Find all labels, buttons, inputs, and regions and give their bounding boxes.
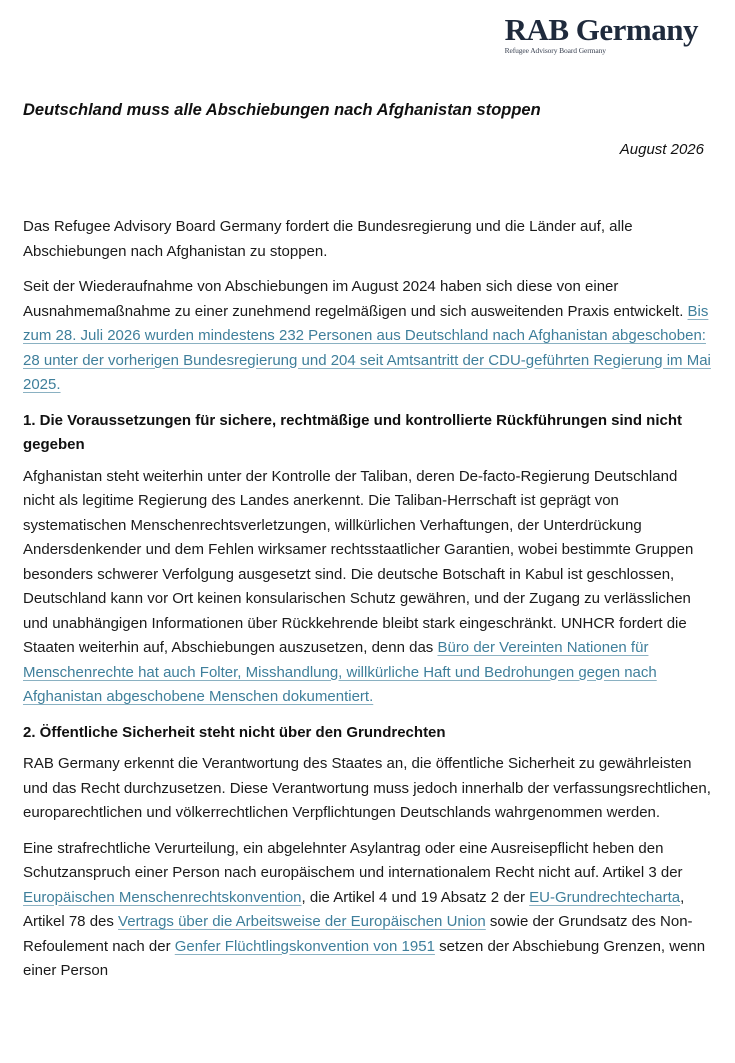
logo-subtitle: Refugee Advisory Board Germany xyxy=(504,46,606,55)
paragraph-text: sowie der Grundsatz des Non-Refoulement nach der xyxy=(23,913,693,955)
paragraph-text: Eine strafrechtliche Verurteilung, ein abgelehnter Asylantrag oder eine Ausreisepflicht heben den Schutzanspruch einer Person nach europäischem und internationalem Recht nicht auf. Artikel 3 der xyxy=(23,839,683,881)
echr-link[interactable]: Europäischen Menschenrechtskonvention xyxy=(23,888,302,906)
logo-title: RAB Germany xyxy=(504,12,698,47)
paragraph-text: Seit der Wiederaufnahme von Abschiebungen im August 2024 haben sich diese von einer Ausnahmemaßnahme zu einer zunehmend regelmäßigen und sich ausweitenden Praxis entwickelt. xyxy=(23,278,688,320)
paragraph-text: , die Artikel 4 und 19 Absatz 2 der xyxy=(301,888,530,906)
article-body xyxy=(23,215,713,995)
logo[interactable] xyxy=(505,12,698,55)
paragraph-text: Afghanistan steht weiterhin unter der Kontrolle der Taliban, deren De-facto-Regierung Deutschland nicht als legitime Regierung des Landes anerkennt. Die Taliban-Herrschaft ist geprägt von systematischen Menschenrechtsverletzungen, willkürlichen Verhaftungen, der Unterdrückung Andersdenkender und dem Fehlen wirksamer rechtsstaatlicher Garantien, wobei bestimmte Gruppen besonders schwerer Verfolgung ausgesetzt sind. Die deutsche Botschaft in Kabul ist geschlossen, Deutschland kann vor Ort keinen konsularischen Schutz gewähren, und der Zugang zu verlässlichen und unabhängigen Informationen über Rückkehrende bleibt stark eingeschränkt. UNHCR fordert die Staaten weiterhin auf, Abschiebungen auszusetzen, denn das xyxy=(23,467,694,656)
un-human-rights-office-link[interactable]: Büro der Vereinten Nationen für Menschenrechte hat auch Folter, Misshandlung, willkürliche Haft und Bedrohungen gegen nach Afghanistan abgeschobene Menschen dokumentiert. xyxy=(23,639,657,705)
page-title: Deutschland muss alle Abschiebungen nach Afghanistan stoppen xyxy=(23,101,541,119)
paragraph-text: , Artikel 78 des xyxy=(23,888,685,930)
section-1-heading: 1. Die Voraussetzungen für sichere, rechtmäßige und kontrollierte Rückführungen sind nicht gegeben xyxy=(23,411,682,453)
tfeu-link[interactable]: Vertrags über die Arbeitsweise der Europäischen Union xyxy=(118,913,486,930)
publication-date: August 2026 xyxy=(619,141,704,158)
deportation-statistics-link[interactable]: Bis zum 28. Juli 2026 wurden mindestens 232 Personen aus Deutschland nach Afghanistan abgeschoben: 28 unter der vorherigen Bundesregierung und 204 seit Amtsantritt der CDU-geführten Regierung im Mai 2025. xyxy=(23,302,711,393)
section-1-paragraph xyxy=(23,465,713,710)
refugee-convention-link[interactable]: Genfer Flüchtlingskonvention von 1951 xyxy=(174,937,435,955)
paragraph-deportation-numbers xyxy=(23,275,713,398)
eu-charter-link[interactable]: EU-Grundrechtecharta xyxy=(529,888,681,906)
intro-paragraph: Das Refugee Advisory Board Germany fordert die Bundesregierung und die Länder auf, alle Abschiebungen nach Afghanistan zu stoppen. xyxy=(23,218,633,260)
section-2-heading: 2. Öffentliche Sicherheit steht nicht über den Grundrechten xyxy=(23,723,446,741)
section-2-paragraph-1: RAB Germany erkennt die Verantwortung des Staates an, die öffentliche Sicherheit zu gewährleisten und das Recht durchzusetzen. Diese Verantwortung muss jedoch innerhalb der verfassungsrechtlichen, europarechtlichen und völkerrechtlichen Verpflichtungen Deutschlands wahrgenommen werden. xyxy=(23,755,711,821)
section-2-paragraph-2 xyxy=(23,837,713,984)
paragraph-text: setzen der Abschiebung Grenzen, wenn einer Person xyxy=(23,937,706,979)
